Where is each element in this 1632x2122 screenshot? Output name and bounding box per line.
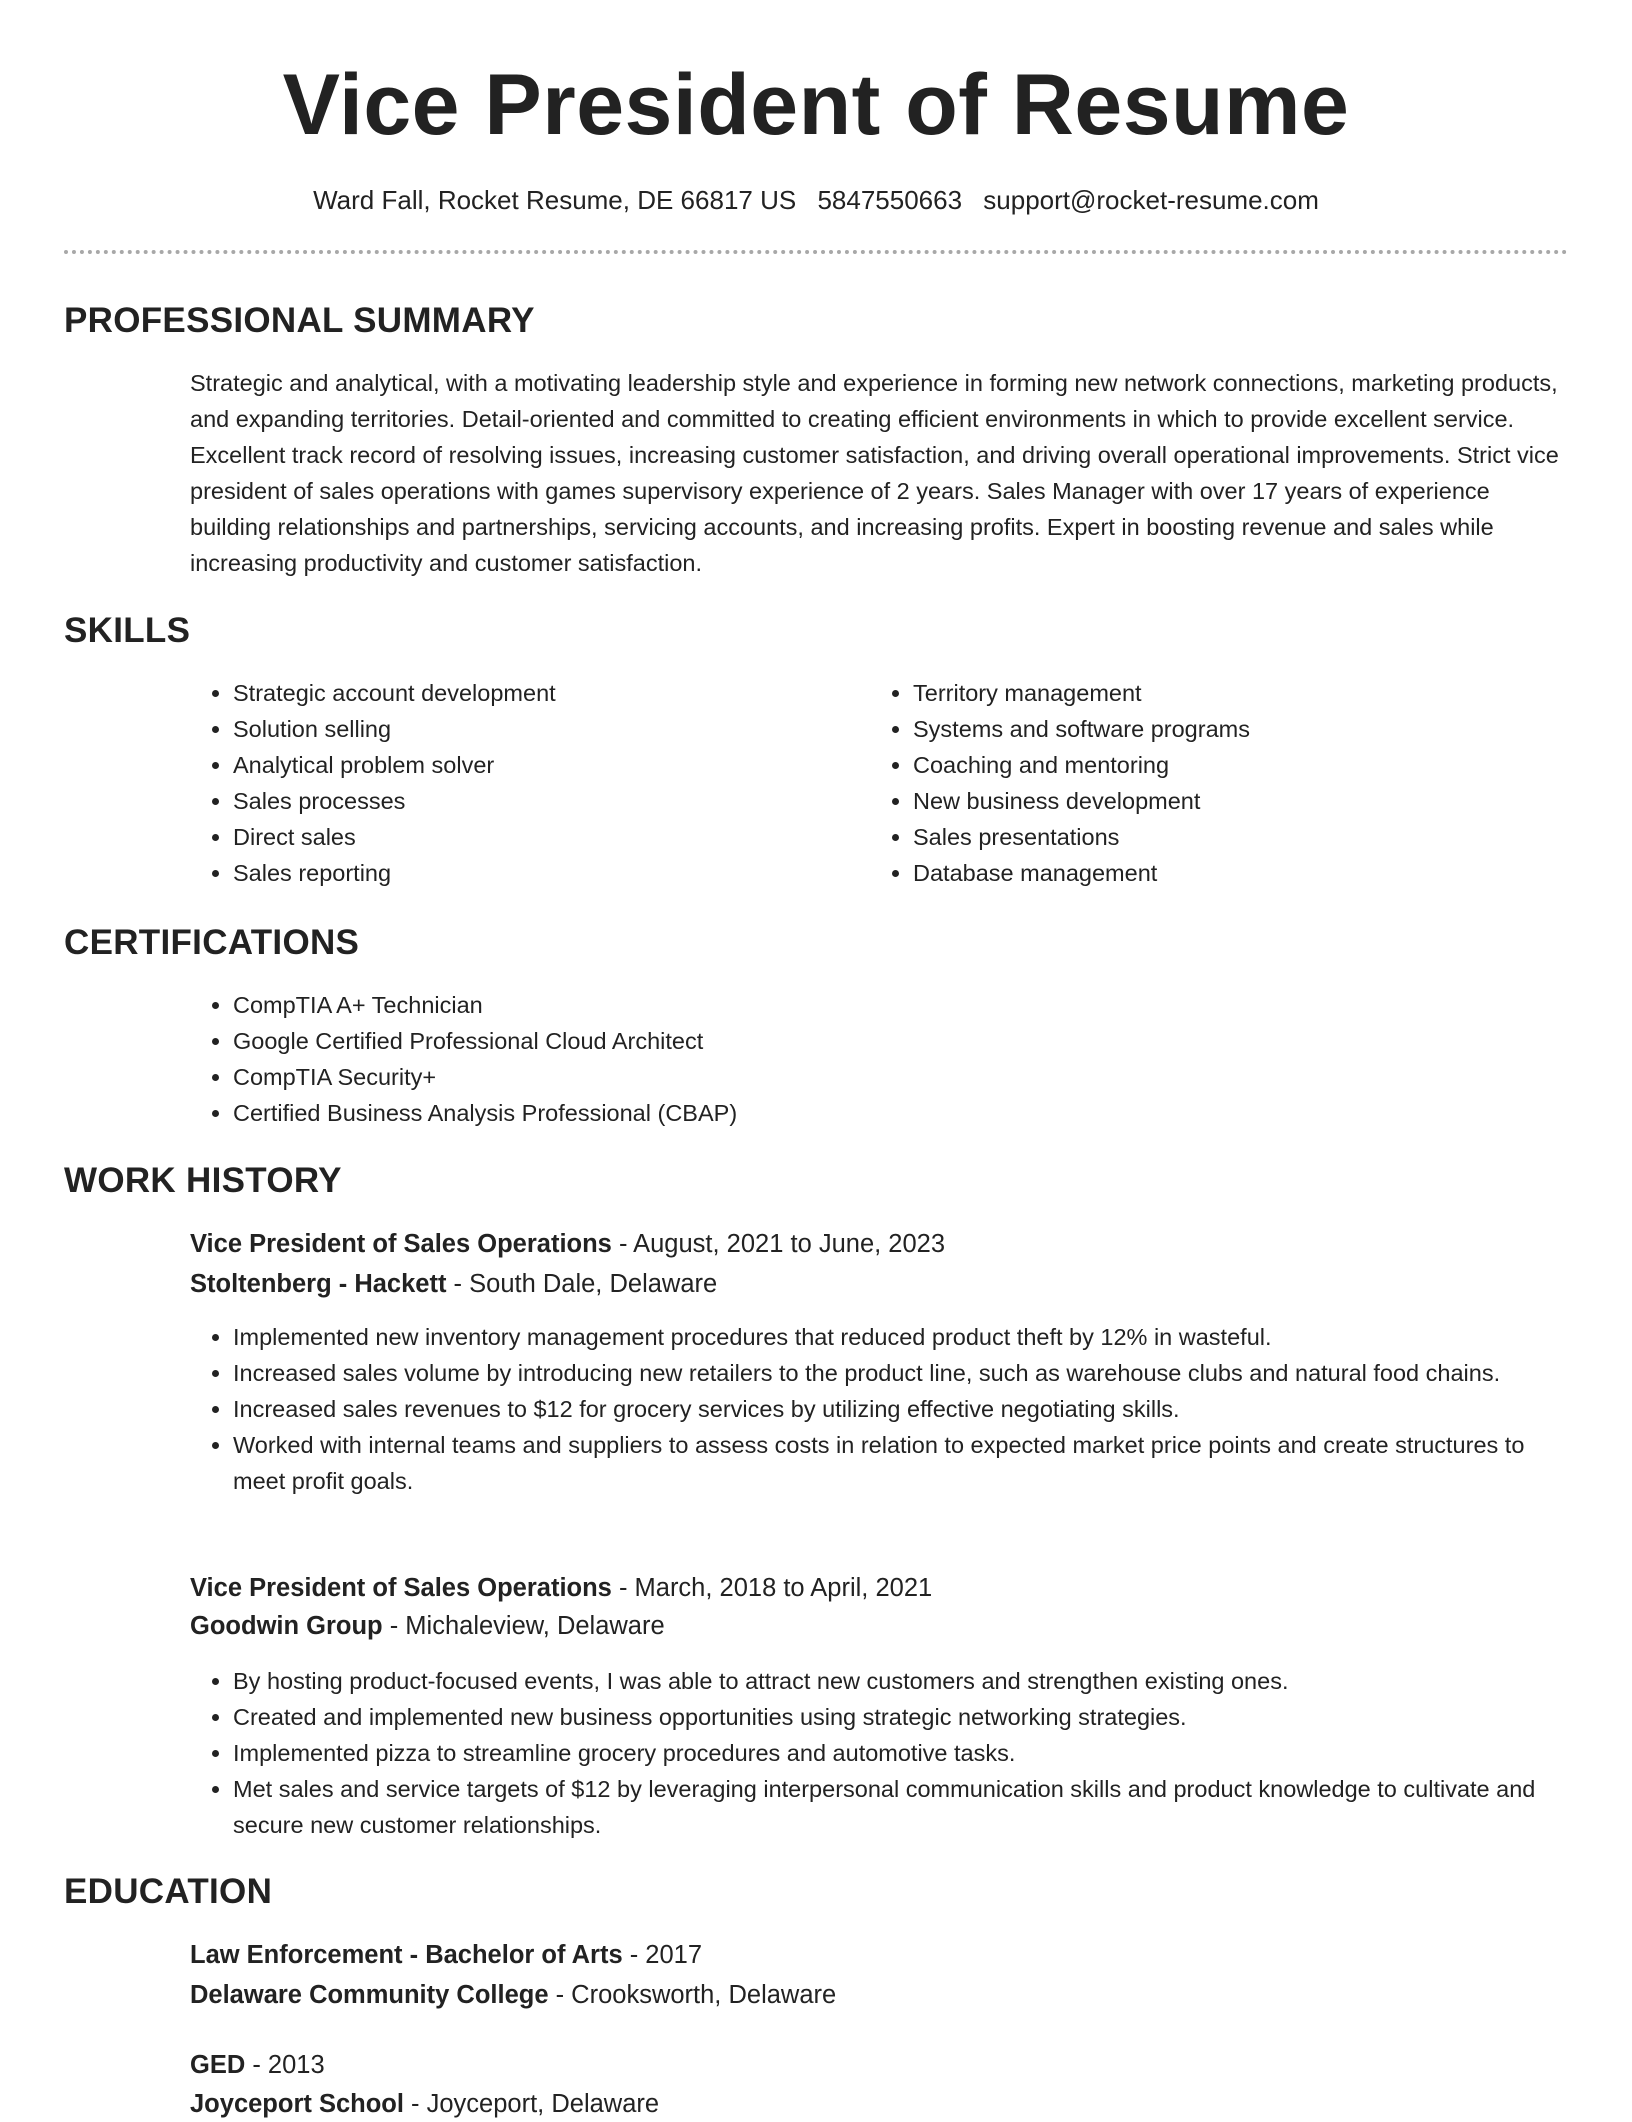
education-degree: Law Enforcement - Bachelor of Arts <box>190 1941 623 1969</box>
job-bullets <box>189 1663 1573 1843</box>
list-item: • Database management <box>913 855 1573 891</box>
education-year: - 2017 <box>622 1941 703 1969</box>
education-degree-line <box>190 1937 1570 1973</box>
job-company-line <box>190 1266 1570 1302</box>
job-dates: - March, 2018 to April, 2021 <box>611 1574 933 1602</box>
education-degree-line <box>190 2047 1570 2083</box>
list-item: • Territory management <box>913 675 1573 711</box>
skills-heading: SKILLS <box>64 611 191 650</box>
job-role: Vice President of Sales Operations <box>190 1230 612 1258</box>
candidate-name: Vice President of Resume <box>282 57 1350 153</box>
list-item: • Solution selling <box>233 711 853 747</box>
work-history-heading: WORK HISTORY <box>64 1161 342 1200</box>
contact-email: support@rocket-resume.com <box>983 185 1319 215</box>
job-title-line <box>190 1226 1570 1262</box>
education-school-line <box>190 2086 1570 2122</box>
education-degree: GED <box>190 2051 246 2079</box>
list-item: • Strategic account development <box>233 675 853 711</box>
certifications-list <box>189 987 1573 1131</box>
education-school: Joyceport School <box>190 2090 404 2118</box>
skills-list-right <box>869 675 1573 891</box>
list-item: • Created and implemented new business opportunities using strategic networking strategies. <box>233 1699 1573 1735</box>
job-role: Vice President of Sales Operations <box>190 1574 612 1602</box>
job-location: - Michaleview, Delaware <box>382 1612 665 1640</box>
resume-header <box>64 55 1568 217</box>
header-divider <box>64 250 1568 254</box>
contact-line <box>64 183 1568 217</box>
education-school-line <box>190 1977 1570 2013</box>
education-location: - Joyceport, Delaware <box>403 2090 660 2118</box>
job-location: - South Dale, Delaware <box>446 1270 718 1298</box>
job-bullets <box>189 1319 1573 1499</box>
list-item: • Analytical problem solver <box>233 747 853 783</box>
skills-list-left <box>189 675 853 891</box>
education-school: Delaware Community College <box>190 1981 549 2009</box>
list-item: • Google Certified Professional Cloud Architect <box>233 1023 1573 1059</box>
list-item: • Increased sales volume by introducing new retailers to the product line, such as warehouse clubs and natural food chains. <box>233 1355 1573 1391</box>
list-item: • Sales reporting <box>233 855 853 891</box>
education-heading: EDUCATION <box>64 1872 273 1911</box>
list-item: • Increased sales revenues to $12 for grocery services by utilizing effective negotiating skills. <box>233 1391 1573 1427</box>
job-company: Stoltenberg - Hackett <box>190 1270 447 1298</box>
education-location: - Crooksworth, Delaware <box>548 1981 837 2009</box>
list-item: • By hosting product-focused events, I was able to attract new customers and strengthen existing ones. <box>233 1663 1573 1699</box>
list-item: • Implemented new inventory management procedures that reduced product theft by 12% in wasteful. <box>233 1319 1573 1355</box>
list-item: • CompTIA A+ Technician <box>233 987 1573 1023</box>
summary-text: Strategic and analytical, with a motivating leadership style and experience in forming new network connections, marketing products, and expanding territories. Detail-oriented and committed to creating efficient environments in which to provide excellent service. Excellent track record of resolving issues, increasing customer satisfaction, and driving overall operational improvements. Strict vice president of sales operations with games supervisory experience of 2 years. Sales Manager with over 17 years of experience building relationships and partnerships, servicing accounts, and increasing profits. Expert in boosting revenue and sales while increasing productivity and customer satisfaction. <box>190 370 1559 576</box>
summary-heading: PROFESSIONAL SUMMARY <box>64 301 535 340</box>
list-item: • Coaching and mentoring <box>913 747 1573 783</box>
list-item: • New business development <box>913 783 1573 819</box>
list-item: • Certified Business Analysis Professional (CBAP) <box>233 1095 1573 1131</box>
list-item: • Sales presentations <box>913 819 1573 855</box>
list-item: • Implemented pizza to streamline grocery procedures and automotive tasks. <box>233 1735 1573 1771</box>
job-company-line <box>190 1608 1570 1644</box>
certifications-heading: CERTIFICATIONS <box>64 923 360 962</box>
job-dates: - August, 2021 to June, 2023 <box>611 1230 946 1258</box>
list-item: • Direct sales <box>233 819 853 855</box>
list-item: • Met sales and service targets of $12 by leveraging interpersonal communication skills and product knowledge to cultivate and secure new customer relationships. <box>233 1771 1573 1843</box>
list-item: • CompTIA Security+ <box>233 1059 1573 1095</box>
contact-address: Ward Fall, Rocket Resume, DE 66817 US <box>313 185 797 215</box>
list-item: • Systems and software programs <box>913 711 1573 747</box>
contact-phone: 5847550663 <box>817 185 963 215</box>
list-item: • Sales processes <box>233 783 853 819</box>
list-item: • Worked with internal teams and suppliers to assess costs in relation to expected market price points and create structures to meet profit goals. <box>233 1427 1573 1499</box>
job-company: Goodwin Group <box>190 1612 383 1640</box>
job-title-line <box>190 1570 1570 1606</box>
education-year: - 2013 <box>245 2051 325 2079</box>
